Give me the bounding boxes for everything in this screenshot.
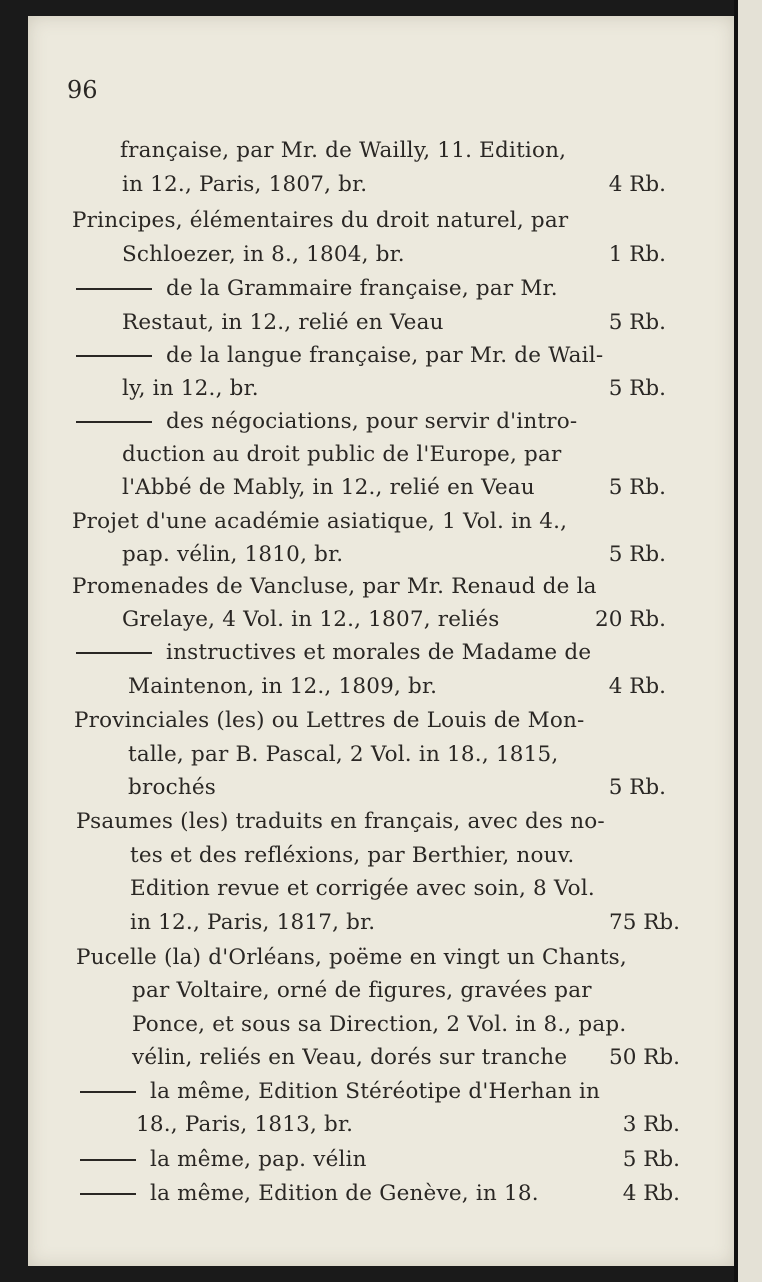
entry-line: l'Abbé de Mably, in 12., relié en Veau (122, 475, 535, 500)
entry-line: Grelaye, 4 Vol. in 12., 1807, reliés (122, 607, 500, 632)
entry-line: la même, pap. vélin (80, 1147, 367, 1172)
entry-line: pap. vélin, 1810, br. (122, 542, 344, 567)
entry-line: Edition revue et corrigée avec soin, 8 Vol. (130, 876, 595, 901)
price: 5 Rb. (622, 1147, 680, 1172)
entry-line: de la langue française, par Mr. de Wail- (76, 343, 603, 368)
price: 20 Rb. (595, 607, 666, 632)
ditto-dash (80, 1091, 136, 1093)
price: 4 Rb. (622, 1181, 680, 1206)
entry-line: 18., Paris, 1813, br. (136, 1112, 354, 1137)
entry-line: la même, Edition de Genève, in 18. (80, 1181, 539, 1206)
entry-line: française, par Mr. de Wailly, 11. Edition, (120, 138, 567, 163)
entry-line: Ponce, et sous sa Direction, 2 Vol. in 8., pap. (132, 1012, 627, 1037)
entry-line: Promenades de Vancluse, par Mr. Renaud de la (72, 574, 597, 599)
entry-line: duction au droit public de l'Europe, par (122, 442, 562, 467)
entry-line: Psaumes (les) traduits en français, avec des no- (76, 809, 605, 834)
entry-line: in 12., Paris, 1817, br. (130, 910, 376, 935)
price: 4 Rb. (608, 172, 666, 197)
entry-line: instructives et morales de Madame de (76, 640, 591, 665)
entry-line: Schloezer, in 8., 1804, br. (122, 242, 405, 267)
entry-line: talle, par B. Pascal, 2 Vol. in 18., 1815, (128, 742, 559, 767)
ditto-dash (76, 288, 152, 290)
price: 5 Rb. (608, 310, 666, 335)
entry-line: Projet d'une académie asiatique, 1 Vol. in 4., (72, 509, 568, 534)
entry-line: Provinciales (les) ou Lettres de Louis de Mon- (74, 708, 585, 733)
price: 5 Rb. (608, 376, 666, 401)
entry-line: par Voltaire, orné de figures, gravées par (132, 978, 592, 1003)
page-number: 96 (67, 76, 98, 104)
entry-line: tes et des refléxions, par Berthier, nouv. (130, 843, 575, 868)
entry-line: brochés (128, 775, 217, 800)
entry-line: la même, Edition Stéréotipe d'Herhan in (80, 1079, 600, 1104)
entry-line: Pucelle (la) d'Orléans, poëme en vingt un Chants, (76, 945, 627, 970)
price: 5 Rb. (608, 475, 666, 500)
entry-line: des négociations, pour servir d'intro- (76, 409, 577, 434)
price: 4 Rb. (608, 674, 666, 699)
ditto-dash (76, 652, 152, 654)
entry-line: vélin, reliés en Veau, dorés sur tranche (132, 1045, 568, 1070)
entry-line: Principes, élémentaires du droit naturel, par (72, 208, 569, 233)
price: 75 Rb. (609, 910, 680, 935)
ditto-dash (76, 355, 152, 357)
entry-line: ly, in 12., br. (122, 376, 259, 401)
price: 5 Rb. (608, 542, 666, 567)
ditto-dash (80, 1193, 136, 1195)
ditto-dash (76, 421, 152, 423)
price: 1 Rb. (608, 242, 666, 267)
price: 5 Rb. (608, 775, 666, 800)
entry-line: de la Grammaire française, par Mr. (76, 276, 558, 301)
ditto-dash (80, 1159, 136, 1161)
price: 50 Rb. (609, 1045, 680, 1070)
price: 3 Rb. (622, 1112, 680, 1137)
entry-line: Maintenon, in 12., 1809, br. (128, 674, 438, 699)
entry-line: in 12., Paris, 1807, br. (122, 172, 368, 197)
entry-line: Restaut, in 12., relié en Veau (122, 310, 444, 335)
